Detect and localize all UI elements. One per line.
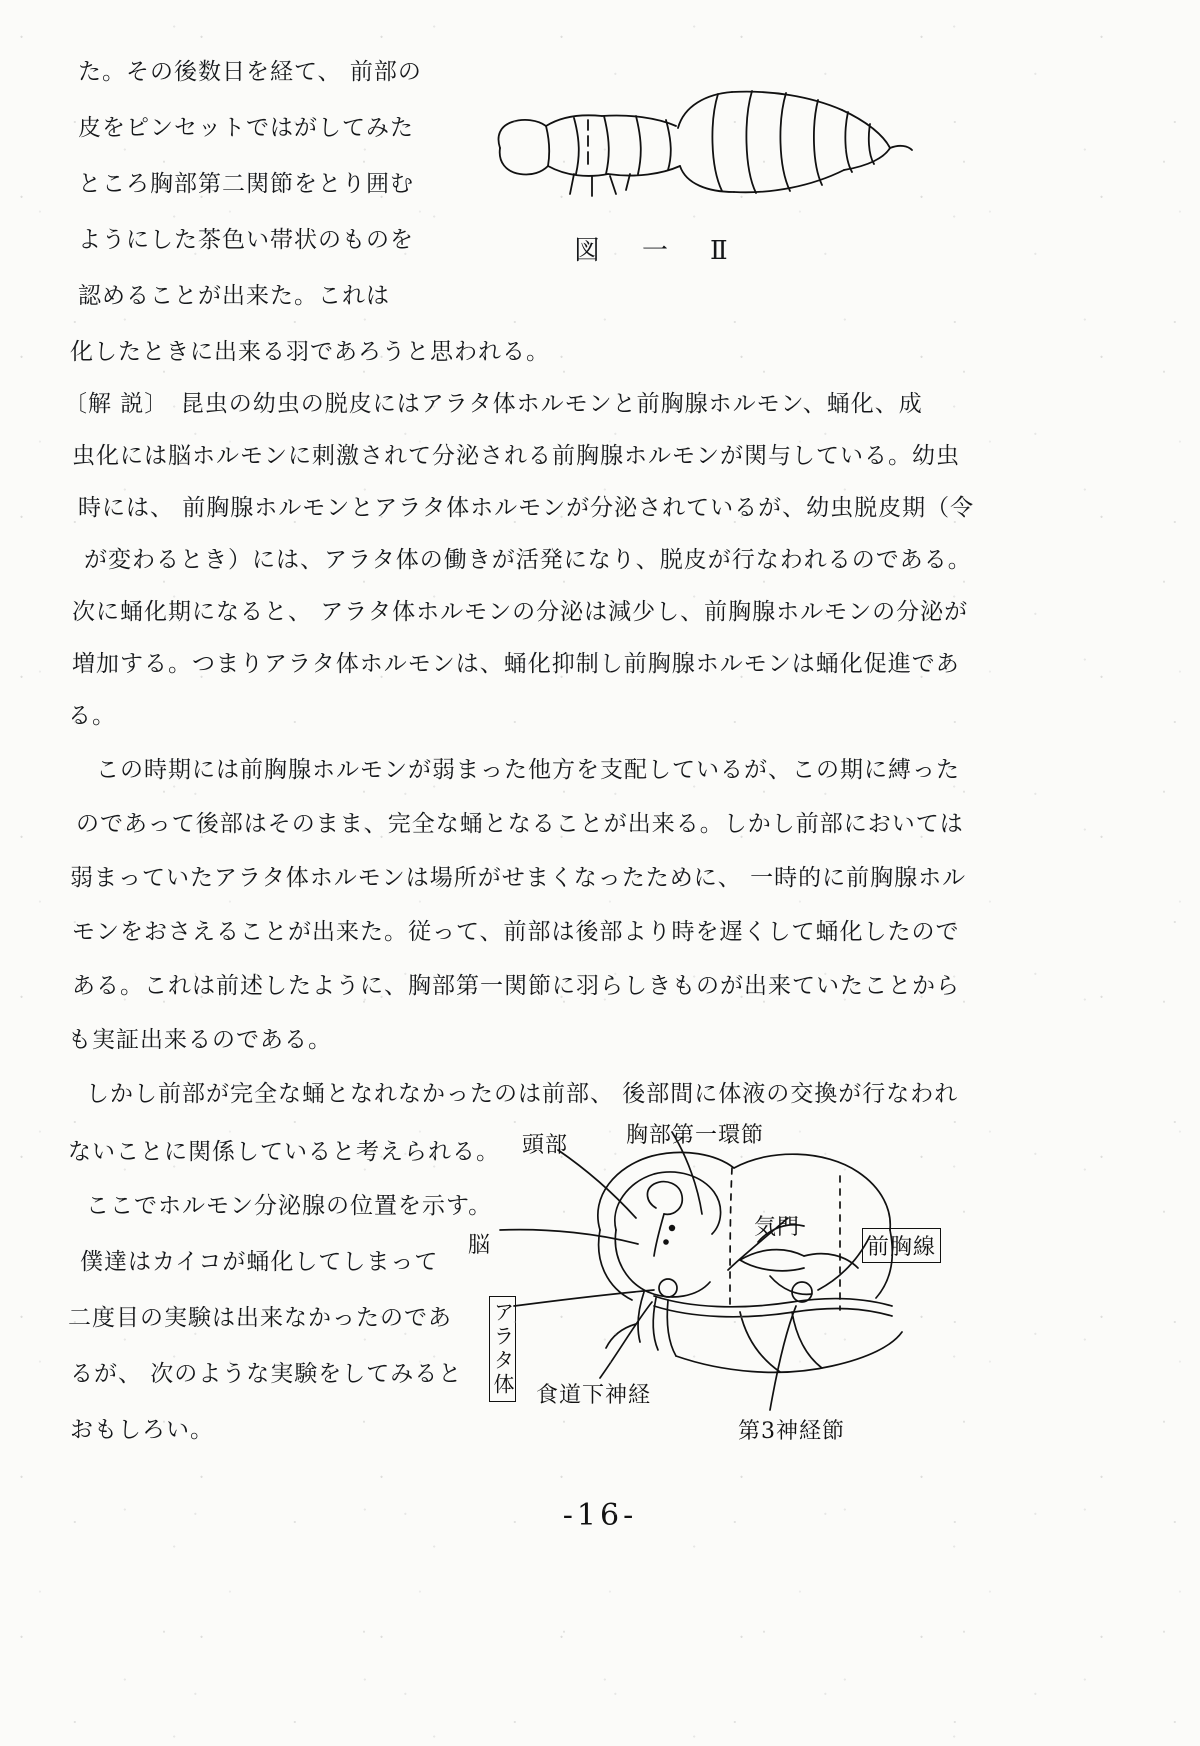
body-line: る。 (68, 703, 116, 729)
brain-label: 脳 (468, 1233, 492, 1258)
body-line: も実証出来るのである。 (68, 1027, 332, 1053)
body-line: おもしろい。 (70, 1417, 214, 1443)
body-line: モンをおさえることが出来た。従って、前部は後部より時を遅くして蛹化したので (72, 919, 960, 945)
corpus-allatum-label: アラタ体 (489, 1296, 516, 1402)
body-line: た。その後数日を経て、 前部の (78, 59, 422, 85)
body-line: ないことに関係していると考えられる。 (68, 1139, 500, 1165)
body-line: 化したときに出来る羽であろうと思われる。 (70, 339, 550, 365)
body-line: ところ胸部第二関節をとり囲む (78, 171, 414, 197)
page-number: -16- (562, 1498, 638, 1533)
body-line: 虫化には脳ホルモンに刺激されて分泌される前胸腺ホルモンが関与している。幼虫 (72, 443, 960, 469)
body-line: 増加する。つまりアラタ体ホルモンは、蛹化抑制し前胸腺ホルモンは蛹化促進であ (72, 651, 960, 677)
body-line: 次に蛹化期になると、 アラタ体ホルモンの分泌は減少し、前胸腺ホルモンの分泌が (72, 599, 969, 625)
body-line: ようにした茶色い帯状のものを (78, 227, 414, 253)
body-line: しかし前部が完全な蛹となれなかったのは前部、 後部間に体液の交換が行なわれ (86, 1081, 959, 1107)
body-line: この時期には前胸腺ホルモンが弱まった他方を支配しているが、この期に縛った (96, 757, 960, 783)
figure-2-caption: 図 一 Ⅱ (574, 236, 736, 266)
body-line: ある。これは前述したように、胸部第一関節に羽らしきものが出来ていたことから (72, 973, 960, 999)
body-line: 僕達はカイコが蛹化してしまって (80, 1249, 439, 1275)
third-ganglion-label: 第3神経節 (738, 1419, 845, 1444)
body-line: のであって後部はそのまま、完全な蛹となることが出来る。しかし前部においては (76, 811, 964, 837)
spiracle-label: 気門 (754, 1215, 801, 1240)
body-line: 皮をピンセットではがしてみた (78, 115, 414, 141)
body-line: 〔解 説〕 昆虫の幼虫の脱皮にはアラタ体ホルモンと前胸腺ホルモン、蛹化、成 (64, 391, 923, 417)
subesophageal-ganglion-label: 食道下神経 (536, 1383, 652, 1408)
first-thoracic-segment-label: 胸部第一環節 (626, 1123, 765, 1148)
body-line: が変わるとき）には、アラタ体の働きが活発になり、脱皮が行なわれるのである。 (84, 547, 972, 573)
body-line: 弱まっていたアラタ体ホルモンは場所がせまくなったために、 一時的に前胸腺ホル (70, 865, 967, 891)
head-label: 頭部 (522, 1133, 569, 1158)
prothoracic-gland-label: 前胸線 (862, 1228, 941, 1263)
body-line: 認めることが出来た。これは (78, 283, 390, 309)
figure-head-anatomy (440, 1110, 960, 1460)
figure-pupa-drawing (470, 70, 940, 220)
body-line: 時には、 前胸腺ホルモンとアラタ体ホルモンが分泌されているが、幼虫脱皮期（令 (78, 495, 975, 521)
body-line: ここでホルモン分泌腺の位置を示す。 (86, 1193, 493, 1219)
body-line: るが、 次のような実験をしてみると (70, 1361, 463, 1387)
body-line: 二度目の実験は出来なかったのであ (68, 1305, 452, 1331)
